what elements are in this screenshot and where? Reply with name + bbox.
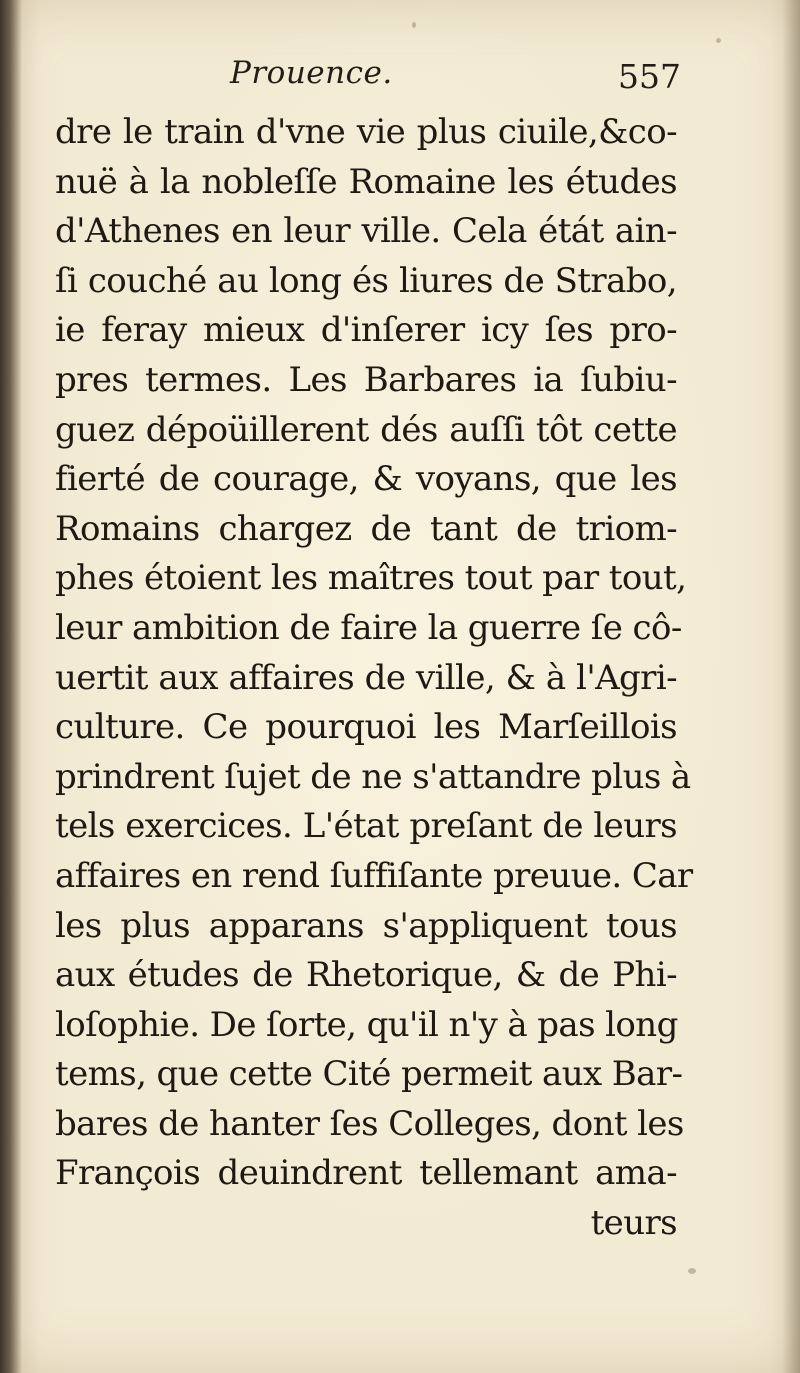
- text-line: François deuindrent tellemant ama-: [55, 1153, 677, 1194]
- running-head: [0, 55, 800, 99]
- text-line: bares de hanter ſes Colleges, dont les: [55, 1103, 684, 1144]
- text-line: guez dépoüillerent dés auſſi tôt cette: [55, 409, 677, 450]
- text-line: leur ambition de faire la guerre ſe cô-: [55, 607, 682, 648]
- page-number: 557: [618, 57, 681, 96]
- text-line: fierté de courage, & voyans, que les: [55, 459, 677, 500]
- text-line: ſi couché au long és liures de Strabo,: [55, 260, 677, 301]
- catchword: teurs: [590, 1203, 677, 1244]
- ink-speck: [412, 22, 416, 28]
- text-line: phes étoient les maîtres tout par tout,: [55, 558, 687, 599]
- text-line: prindrent ſujet de ne s'attandre plus à: [55, 756, 691, 797]
- text-line: ie feray mieux d'inſerer icy ſes pro-: [55, 310, 677, 351]
- text-line: les plus apparans s'appliquent tous: [55, 905, 677, 946]
- text-line: d'Athenes en leur ville. Cela étát ain-: [55, 211, 677, 252]
- page-edge-shadow: [782, 0, 800, 1373]
- ink-speck: [716, 38, 721, 43]
- text-line: uertit aux affaires de ville, & à l'Agri-: [55, 657, 677, 698]
- text-line: Romains chargez de tant de triom-: [55, 508, 677, 549]
- running-title: Prouence.: [230, 55, 393, 91]
- text-line: loſophie. De ſorte, qu'il n'y à pas long: [55, 1004, 678, 1045]
- binding-gutter: [0, 0, 22, 1373]
- text-line: nuë à la nobleſſe Romaine les études: [55, 161, 677, 202]
- text-line: culture. Ce pourquoi les Marſeillois: [55, 707, 677, 748]
- text-line: tems, que cette Cité permeit aux Bar-: [55, 1054, 683, 1095]
- text-line: affaires en rend ſuffiſante preuue. Car: [55, 855, 693, 896]
- body-text: [55, 108, 693, 1249]
- text-line: dre le train d'vne vie plus ciuile,&co-: [55, 112, 677, 152]
- text-line: tels exercices. L'état preſant de leurs: [55, 806, 677, 847]
- text-line: pres termes. Les Barbares ia ſubiu-: [55, 359, 677, 400]
- ink-speck: [688, 1268, 696, 1274]
- text-line: aux études de Rhetorique, & de Phi-: [55, 955, 677, 996]
